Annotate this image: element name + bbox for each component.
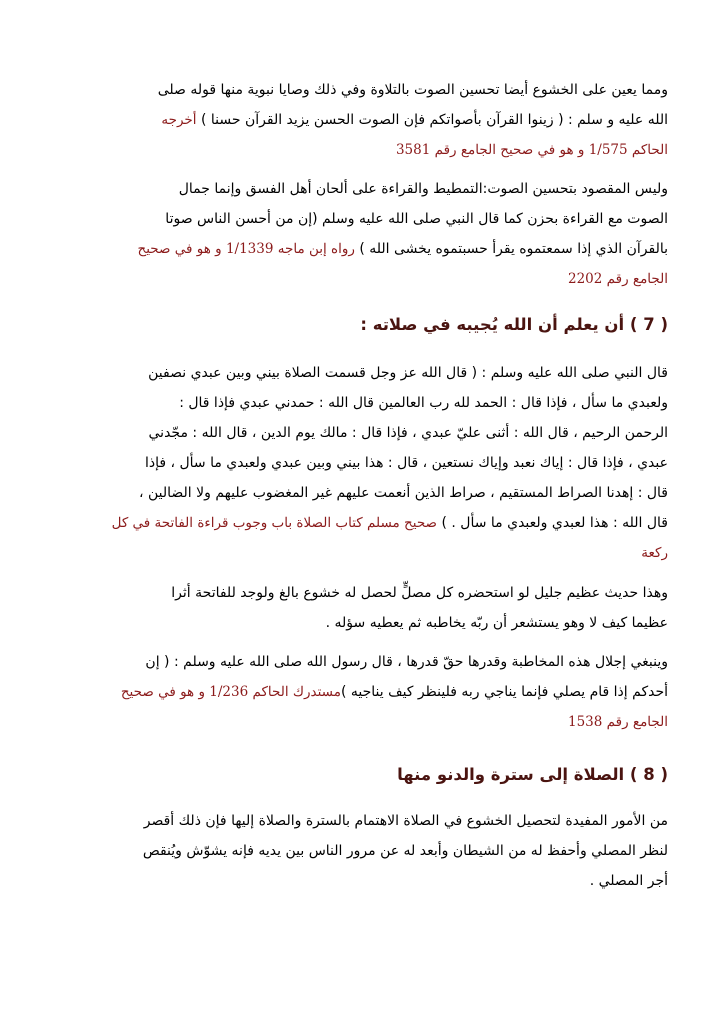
text-line: لنظر المصلي وأحفظ له من الشيطان وأبعد له عن مرور الناس بين يديه فإنه يشوّش ويُنقص (142, 843, 668, 859)
hadith-text: قال الله : هذا لعبدي ولعبدي ما سأل . ) (437, 515, 668, 531)
citation: ركعة (641, 545, 668, 561)
hadith-text: أحدكم إذا قام يصلي فإنما يناجي ربه فلينظر كيف يناجيه ) (340, 684, 668, 700)
text-line: وينبغي إجلال هذه المخاطبة وقدرها حقّ قدرها ، قال رسول الله صلى الله عليه وسلم : ( إن (145, 654, 668, 670)
text-line (60, 508, 668, 538)
text-line (60, 234, 668, 264)
section-heading-7: ( 7 ) أن يعلم أن الله يُجيبه في صلاته : (360, 315, 668, 334)
text-line: عبدي ، فإذا قال : إياك نعبد وإياك نستعين ، قال : هذا بيني وبين عبدي ولعبدي ما سأل ، فإذا (144, 455, 668, 471)
citation: رواه إبن ماجه 1/1339 و هو في صحيح (137, 241, 355, 257)
text-line: عظيما كيف لا وهو يستشعر أن ربّه يخاطبه ثم يعطيه سؤله . (325, 615, 668, 631)
text-line: وليس المقصود بتحسين الصوت:التمطيط والقراءة على ألحان أهل الفسق وإنما جمال (178, 181, 668, 197)
text-line: الصوت مع القراءة بحزن كما قال النبي صلى الله عليه وسلم (إن من أحسن الناس صوتا (165, 211, 668, 227)
paragraph-meaning-of-voice (60, 174, 668, 294)
text-line: ولعبدي ما سأل ، فإذا قال : الحمد لله رب العالمين قال الله : حمدني عبدي فإذا قال : (179, 395, 668, 411)
hadith-text: الله عليه و سلم : ( زينوا القرآن بأصواتكم فإن الصوت الحسن يزيد القرآن حسنا ) (196, 112, 668, 128)
text-line: أجر المصلي . (589, 873, 668, 889)
text-line: من الأمور المفيدة لتحصيل الخشوع في الصلاة الاهتمام بالسترة والصلاة إليها فإن ذلك أقصر (143, 813, 668, 829)
text-line: قال النبي صلى الله عليه وسلم : ( قال الله عز وجل قسمت الصلاة بيني وبين عبدي نصفين (148, 365, 668, 381)
paragraph-hadith-significance (60, 578, 668, 638)
paragraph-glorify-address (60, 647, 668, 737)
text-line: الرحمن الرحيم ، قال الله : أثنى عليّ عبدي ، فإذا قال : مالك يوم الدين ، قال الله : مجّدني (148, 425, 668, 441)
paragraph-sutrah (60, 806, 668, 896)
citation: أخرجه (161, 112, 197, 128)
section-heading-8: ( 8 ) الصلاة إلى سترة والدنو منها (397, 765, 668, 784)
citation: مستدرك الحاكم 1/236 و هو في صحيح (120, 684, 341, 700)
citation: صحيح مسلم كتاب الصلاة باب وجوب قراءة الفاتحة في كل (111, 515, 438, 531)
citation: الجامع رقم 2202 (567, 271, 668, 287)
citation: الحاكم 1/575 و هو في صحيح الجامع رقم 3581 (395, 142, 668, 158)
citation: الجامع رقم 1538 (567, 714, 668, 730)
text-line (60, 677, 668, 707)
text-line (60, 105, 668, 135)
hadith-text: بالقرآن الذي إذا سمعتموه يقرأ حسبتموه يخشى الله ) (354, 241, 668, 257)
text-line: قال : إهدنا الصراط المستقيم ، صراط الذين أنعمت عليهم غير المغضوب عليهم ولا الضالين ، (139, 485, 668, 501)
text-line: وهذا حديث عظيم جليل لو استحضره كل مصلٍّ لحصل له خشوع بالغ ولوجد للفاتحة أثرا (171, 585, 668, 601)
text-line: ومما يعين على الخشوع أيضا تحسين الصوت بالتلاوة وفي ذلك وصايا نبوية منها قوله صلى (157, 82, 668, 98)
paragraph-hadith-fatiha (60, 358, 668, 568)
paragraph-voice-beautification (60, 75, 668, 165)
